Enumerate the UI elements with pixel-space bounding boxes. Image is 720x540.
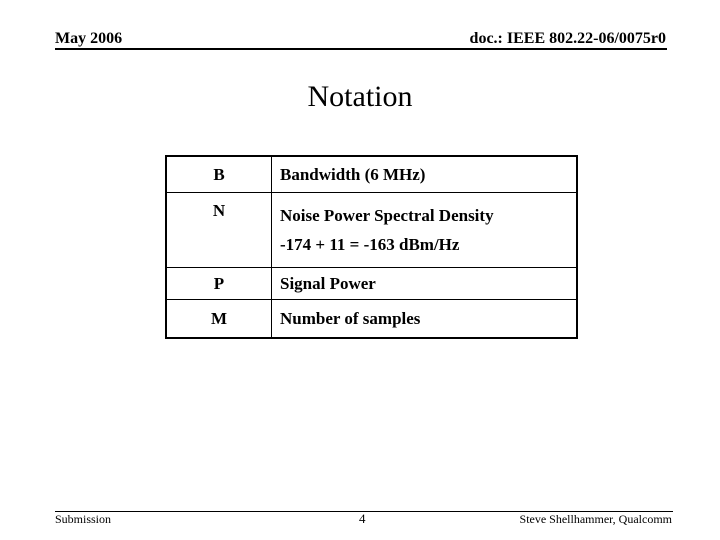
table-row bbox=[166, 300, 577, 339]
definition-line: Signal Power bbox=[280, 273, 376, 293]
symbol-cell: N bbox=[166, 193, 272, 268]
definition-line: -174 + 11 = -163 dBm/Hz bbox=[280, 235, 460, 254]
slide-title: Notation bbox=[307, 80, 413, 113]
symbol-cell: M bbox=[166, 300, 272, 339]
header-date: May 2006 bbox=[55, 30, 123, 47]
definition-line: Number of samples bbox=[280, 308, 421, 328]
definition-cell bbox=[272, 268, 578, 300]
page-number: 4 bbox=[359, 511, 366, 526]
header-rule bbox=[55, 48, 667, 50]
definition-cell bbox=[272, 300, 578, 339]
definition-cell bbox=[272, 193, 578, 268]
definition-cell bbox=[272, 156, 578, 193]
symbol-cell: B bbox=[166, 156, 272, 193]
table-row bbox=[166, 268, 577, 300]
definition-line: Noise Power Spectral Density bbox=[280, 206, 494, 225]
definition-line: Bandwidth (6 MHz) bbox=[280, 164, 426, 184]
footer-author: Steve Shellhammer, Qualcomm bbox=[519, 512, 672, 526]
symbol-cell: P bbox=[166, 268, 272, 300]
table-row bbox=[166, 156, 577, 193]
footer-submission: Submission bbox=[55, 512, 112, 526]
table-row bbox=[166, 193, 577, 268]
header-doc-id: doc.: IEEE 802.22-06/0075r0 bbox=[469, 30, 666, 47]
notation-table bbox=[165, 155, 578, 339]
